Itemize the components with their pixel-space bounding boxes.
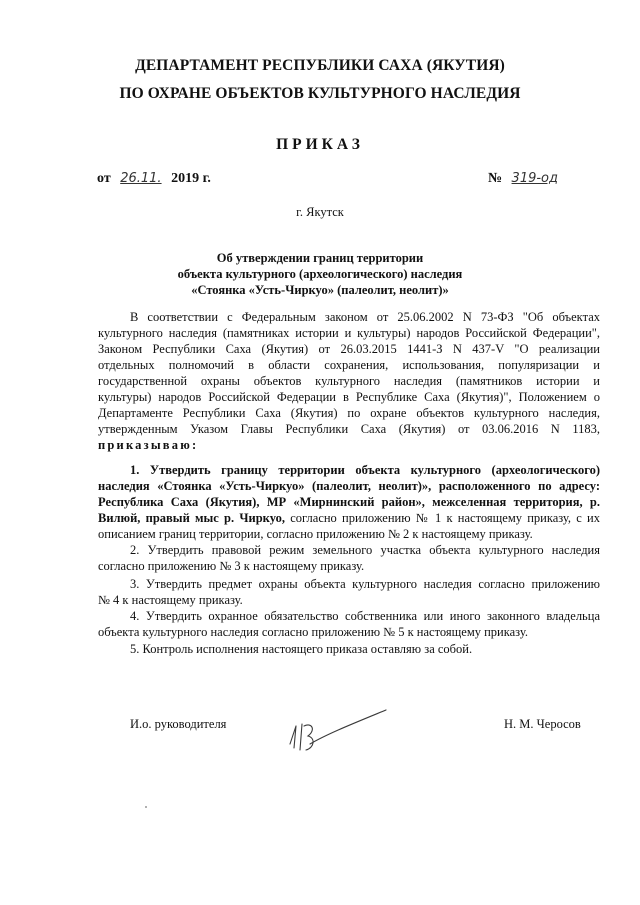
preamble-line: отдельных полномочий в области сохранения, использования, популяризации и — [98, 358, 600, 372]
signatory-name: Н. М. Черосов — [504, 717, 581, 731]
item-line: 5. Контроль исполнения настоящего приказа оставляю за собой. — [130, 642, 473, 656]
date-suffix: 2019 г. — [171, 171, 211, 186]
item-line: 2. Утвердить правовой режим земельного участка объекта культурного наследия — [130, 543, 600, 557]
preamble-line: культурного наследия (памятниках истории и культуры) народов Российской Федерации", — [98, 326, 600, 340]
item-text-part: согласно приложению № 1 к настоящему приказу, с их — [285, 511, 600, 525]
item-line: наследия «Стоянка «Усть-Чиркуо» (палеолит, неолит)», расположенного по адресу: — [98, 479, 600, 493]
preamble-line: Департаменте Республики Саха (Якутия) по охране объектов культурного наследия, — [98, 406, 600, 420]
item-line: 3. Утвердить предмет охраны объекта культурного наследия согласно приложению — [130, 577, 600, 591]
signatory-title: И.о. руководителя — [130, 717, 227, 731]
order-date — [97, 171, 211, 187]
date-handwritten: 26.11. — [120, 171, 162, 186]
number-handwritten: 319-од — [511, 171, 558, 186]
order-title: ПРИКАЗ — [276, 136, 364, 153]
item-address-part: Вилюй, правый мыс р. Чиркуо, — [98, 511, 286, 525]
city: г. Якутск — [296, 205, 344, 219]
number-prefix: № — [487, 171, 503, 186]
order-item-4 — [98, 608, 600, 640]
item-line: описанием границ территории, согласно приложению № 2 к настоящему приказу. — [98, 527, 533, 541]
header-line-1: ДЕПАРТАМЕНТ РЕСПУБЛИКИ САХА (ЯКУТИЯ) — [135, 57, 505, 74]
subject-line-1: Об утверждении границ территории — [216, 251, 424, 265]
preamble — [98, 309, 600, 453]
header-line-2: ПО ОХРАНЕ ОБЪЕКТОВ КУЛЬТУРНОГО НАСЛЕДИЯ — [119, 85, 521, 102]
order-number — [488, 171, 564, 187]
preamble-line: Законом Республики Саха (Якутия) от 26.03.2015 1441-З N 437-V "О реализации — [98, 342, 600, 356]
order-item-5 — [98, 641, 600, 657]
item-line: Республика Саха (Якутия), МР «Мирнинский район», межселенная территория, р. — [98, 495, 600, 509]
date-prefix: от — [97, 171, 111, 186]
order-item-2 — [98, 542, 600, 574]
subject-line-3: «Стоянка «Усть-Чиркуо» (палеолит, неолит)» — [191, 283, 449, 297]
order-directive: приказываю: — [98, 438, 199, 452]
item-line: 4. Утвердить охранное обязательство собственника или иного законного владельца — [130, 609, 600, 623]
item-line — [98, 510, 600, 526]
preamble-line: В соответствии с Федеральным законом от 25.06.2002 N 73-ФЗ "Об объектах — [130, 310, 600, 324]
preamble-line: государственной охраны объектов культурного наследия (памятников истории и — [98, 374, 600, 388]
preamble-line: утвержденным Указом Главы Республики Саха (Якутия) от 03.06.2016 N 1183, — [98, 422, 600, 436]
item-line: 1. Утвердить границу территории объекта культурного (археологического) — [130, 463, 600, 477]
order-subject — [0, 250, 640, 298]
item-line: согласно приложению № 3 к настоящему приказу. — [98, 559, 365, 573]
order-item-1 — [98, 462, 600, 542]
order-item-3 — [98, 576, 600, 608]
preamble-line: культуры) народов Российской Федерации в Республике Саха (Якутия)", Положением о — [98, 390, 600, 404]
item-line: объекта культурного наследия согласно приложению № 5 к настоящему приказу. — [98, 625, 528, 639]
subject-line-2: объекта культурного (археологического) наследия — [177, 267, 463, 281]
handwritten-signature — [282, 704, 392, 760]
item-line: № 4 к настоящему приказу. — [98, 593, 243, 607]
scan-speck — [145, 806, 147, 808]
